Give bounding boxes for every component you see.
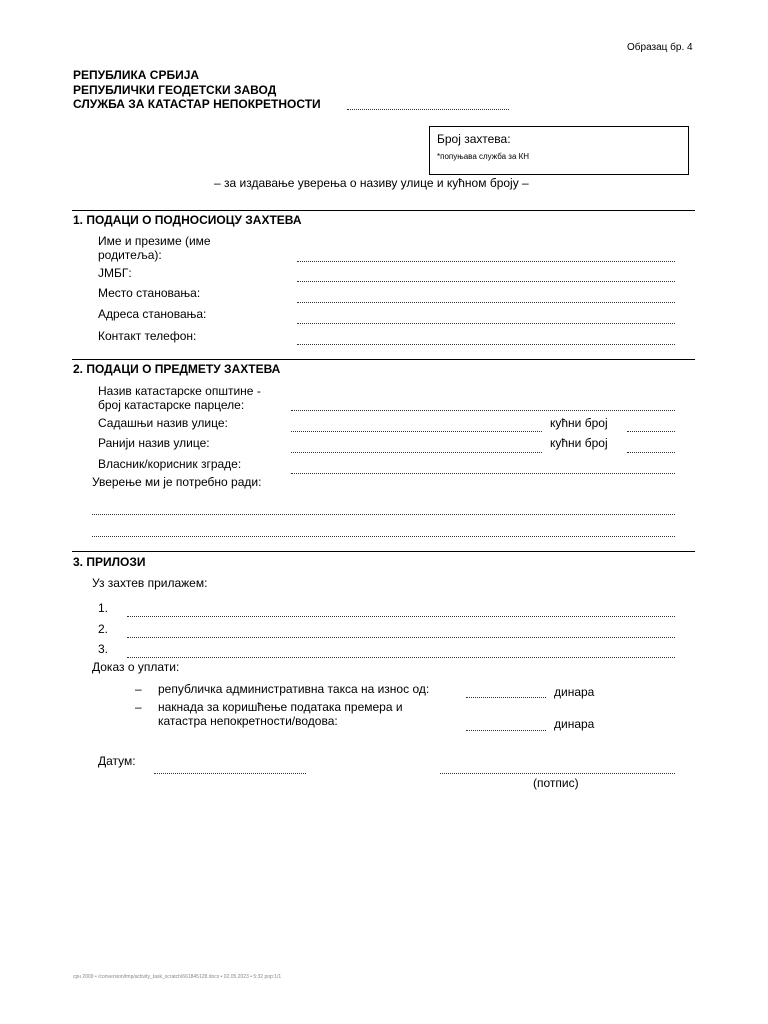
request-number-box <box>429 126 689 175</box>
previous-house-number-field[interactable] <box>627 452 675 453</box>
previous-street-field[interactable] <box>291 452 542 453</box>
fee1-dash: – <box>135 682 142 696</box>
section-divider <box>72 359 695 360</box>
office-field[interactable] <box>347 109 509 110</box>
jmbg-field[interactable] <box>297 281 675 282</box>
fee1-amount-field[interactable] <box>466 697 546 698</box>
date-field[interactable] <box>154 773 306 774</box>
purpose-label: Уверење ми је потребно ради: <box>92 475 262 489</box>
fee2-label-2: катастра непокретности/водова: <box>158 714 338 728</box>
previous-street-label: Ранији назив улице: <box>98 436 210 450</box>
attachment-field-3[interactable] <box>127 657 675 658</box>
section-divider <box>72 551 695 552</box>
phone-field[interactable] <box>297 344 675 345</box>
fee2-unit: динара <box>554 717 595 731</box>
payment-proof-label: Доказ о уплати: <box>92 660 180 674</box>
section3-title: 3. ПРИЛОЗИ <box>73 555 146 569</box>
fee1-label: републичка административна такса на износ од: <box>158 682 430 696</box>
date-label: Датум: <box>98 754 136 768</box>
current-house-number-field[interactable] <box>627 431 675 432</box>
header-line-2: РЕПУБЛИЧКИ ГЕОДЕТСКИ ЗАВОД <box>73 83 277 97</box>
attachment-field-2[interactable] <box>127 637 675 638</box>
municipality-label-1: Назив катастарске општине - <box>98 384 261 398</box>
owner-field[interactable] <box>291 473 675 474</box>
house-number-label-2: кућни број <box>550 436 608 450</box>
request-number-note: *попуњава служба за КН <box>437 152 530 161</box>
header-line-1: РЕПУБЛИКА СРБИЈА <box>73 68 200 82</box>
current-street-field[interactable] <box>291 431 542 432</box>
fee1-unit: динара <box>554 685 595 699</box>
fee2-dash: – <box>135 700 142 714</box>
purpose-field-1[interactable] <box>92 514 675 515</box>
applicant-name-label-2: родитеља): <box>98 248 162 262</box>
document-footer: срн 2009 • /conversion/tmp/activity_task_scratch/661845128.docx • 02.05.2023 • 5:32 pop:1/1 <box>73 974 282 980</box>
purpose-field-2[interactable] <box>92 536 675 537</box>
request-number-label: Број захтева: <box>437 132 511 146</box>
applicant-name-label-1: Име и презиме (име <box>98 234 211 248</box>
attachment-field-1[interactable] <box>127 616 675 617</box>
section1-title: 1. ПОДАЦИ О ПОДНОСИОЦУ ЗАХТЕВА <box>73 213 302 227</box>
attachments-intro: Уз захтев прилажем: <box>92 576 208 590</box>
phone-label: Контакт телефон: <box>98 329 197 343</box>
fee2-amount-field[interactable] <box>466 730 546 731</box>
attachment-number-1: 1. <box>98 601 109 615</box>
residence-label: Место становања: <box>98 286 201 300</box>
section2-title: 2. ПОДАЦИ О ПРЕДМЕТУ ЗАХТЕВА <box>73 362 281 376</box>
municipality-label-2: број катастарске парцеле: <box>98 398 245 412</box>
applicant-name-field[interactable] <box>297 261 675 262</box>
form-subtitle: – за издавање уверења о називу улице и кућном броју – <box>214 176 529 190</box>
form-number: Образац бр. 4 <box>627 42 693 53</box>
attachment-number-2: 2. <box>98 622 109 636</box>
residence-field[interactable] <box>297 302 675 303</box>
house-number-label-1: кућни број <box>550 416 608 430</box>
address-label: Адреса становања: <box>98 307 207 321</box>
owner-label: Власник/корисник зграде: <box>98 457 242 471</box>
signature-field[interactable] <box>440 773 675 774</box>
current-street-label: Садашњи назив улице: <box>98 416 228 430</box>
attachment-number-3: 3. <box>98 642 109 656</box>
municipality-parcel-field[interactable] <box>291 410 675 411</box>
signature-label: (потпис) <box>533 776 579 790</box>
jmbg-label: ЈМБГ: <box>98 266 132 280</box>
fee2-label-1: накнада за коришћење података премера и <box>158 700 403 714</box>
section-divider <box>72 210 695 211</box>
header-line-3: СЛУЖБА ЗА КАТАСТАР НЕПОКРЕТНОСТИ <box>73 97 321 111</box>
address-field[interactable] <box>297 323 675 324</box>
